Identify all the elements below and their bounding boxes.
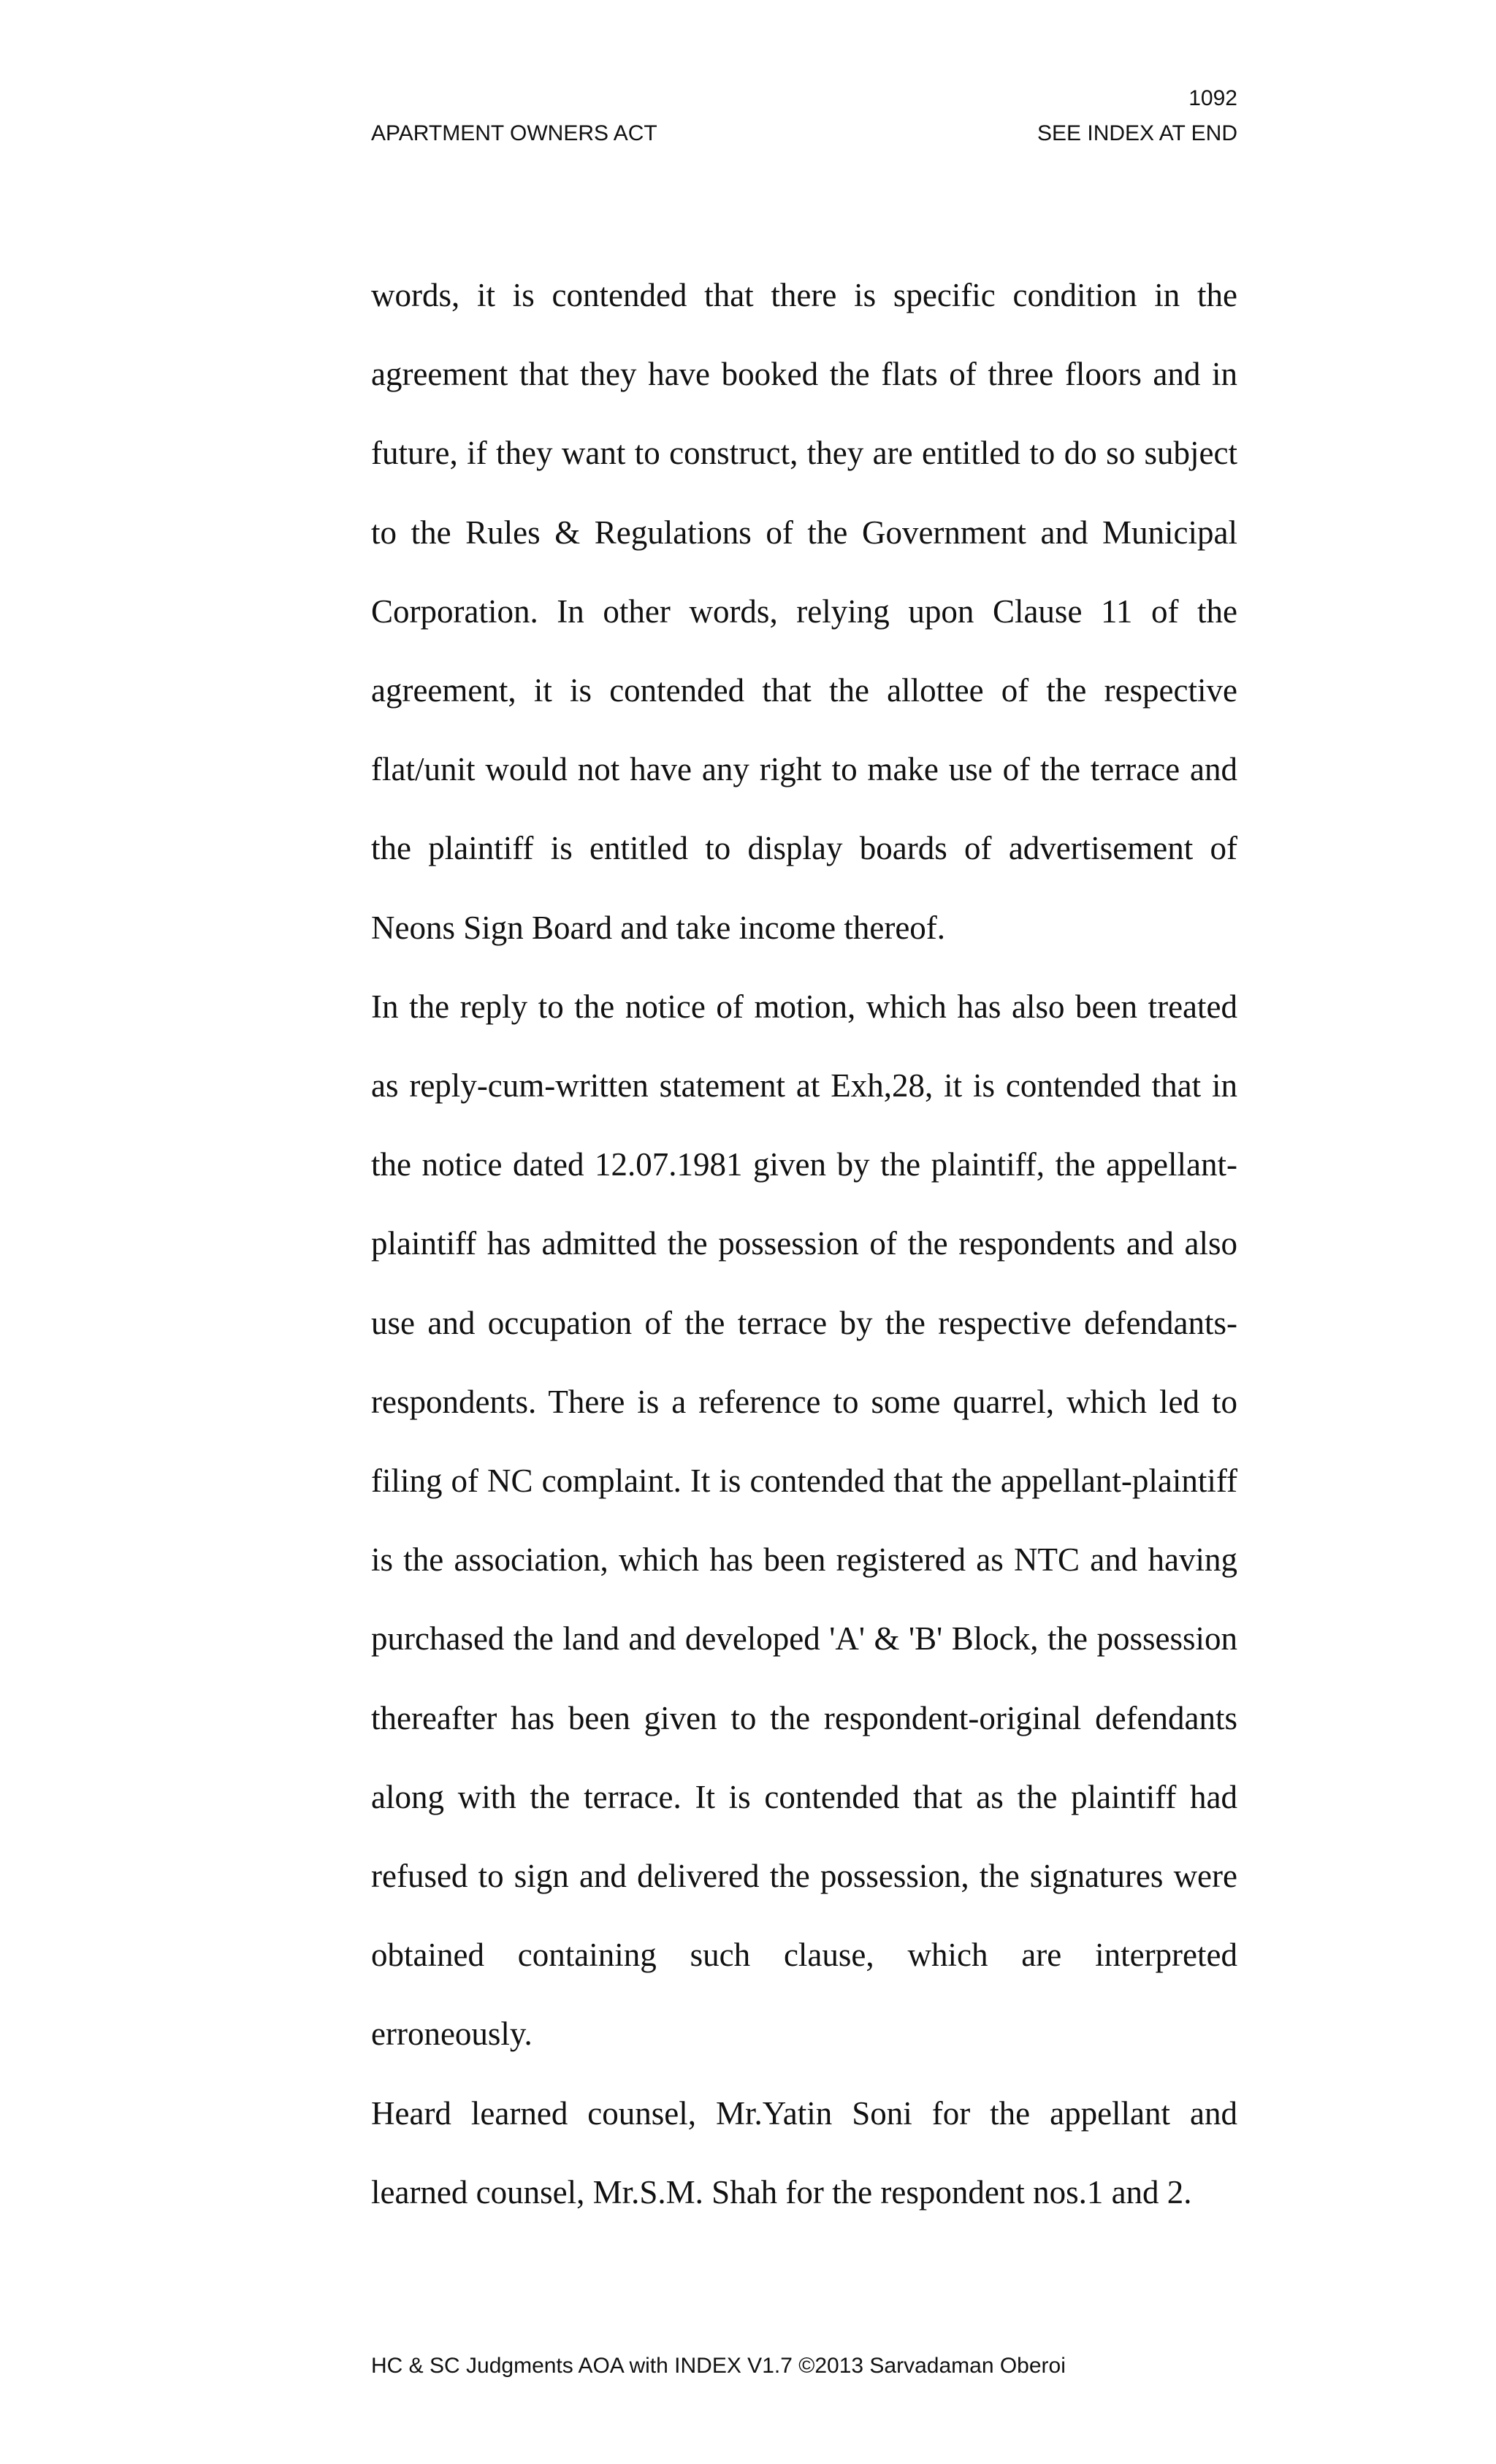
paragraph-1: words, it is contended that there is specific condition in the agreement that they have booked the flats of three floors and in future, if they want to construct, they are entitled to do so subject to the Rules & Regulations of the Government and Municipal Corporation. In other words, relying upon Clause 11 of the agreement, it is contended that the allottee of the respective flat/unit would not have any right to make use of the terrace and the plaintiff is entitled to display boards of advertisement of Neons Sign Board and take income thereof. bbox=[371, 277, 1237, 946]
running-header-index-note: SEE INDEX AT END bbox=[1037, 121, 1237, 145]
page-number: 1092 bbox=[1188, 86, 1237, 110]
running-header-title: APARTMENT OWNERS ACT bbox=[371, 121, 657, 145]
page-footer: HC & SC Judgments AOA with INDEX V1.7 ©2013 Sarvadaman Oberoi bbox=[371, 2354, 1066, 2378]
paragraph-3: Heard learned counsel, Mr.Yatin Soni for the appellant and learned counsel, Mr.S.M. Shah for the respondent nos.1 and 2. bbox=[371, 2094, 1237, 2211]
paragraph-2: In the reply to the notice of motion, which has also been treated as reply-cum-written statement at Exh,28, it is contended that in the notice dated 12.07.1981 given by the plaintiff, the appellant-plaintiff has admitted the possession of the respondents and also use and occupation of the terrace by the respective defendants-respondents. There is a reference to some quarrel, which led to filing of NC complaint. It is contended that the appellant-plaintiff is the association, which has been registered as NTC and having purchased the land and developed 'A' & 'B' Block, the possession thereafter has been given to the respondent-original defendants along with the terrace. It is contended that as the plaintiff had refused to sign and delivered the possession, the signatures were obtained containing such clause, which are interpreted erroneously. bbox=[371, 988, 1237, 2053]
body-text bbox=[371, 256, 1237, 2232]
